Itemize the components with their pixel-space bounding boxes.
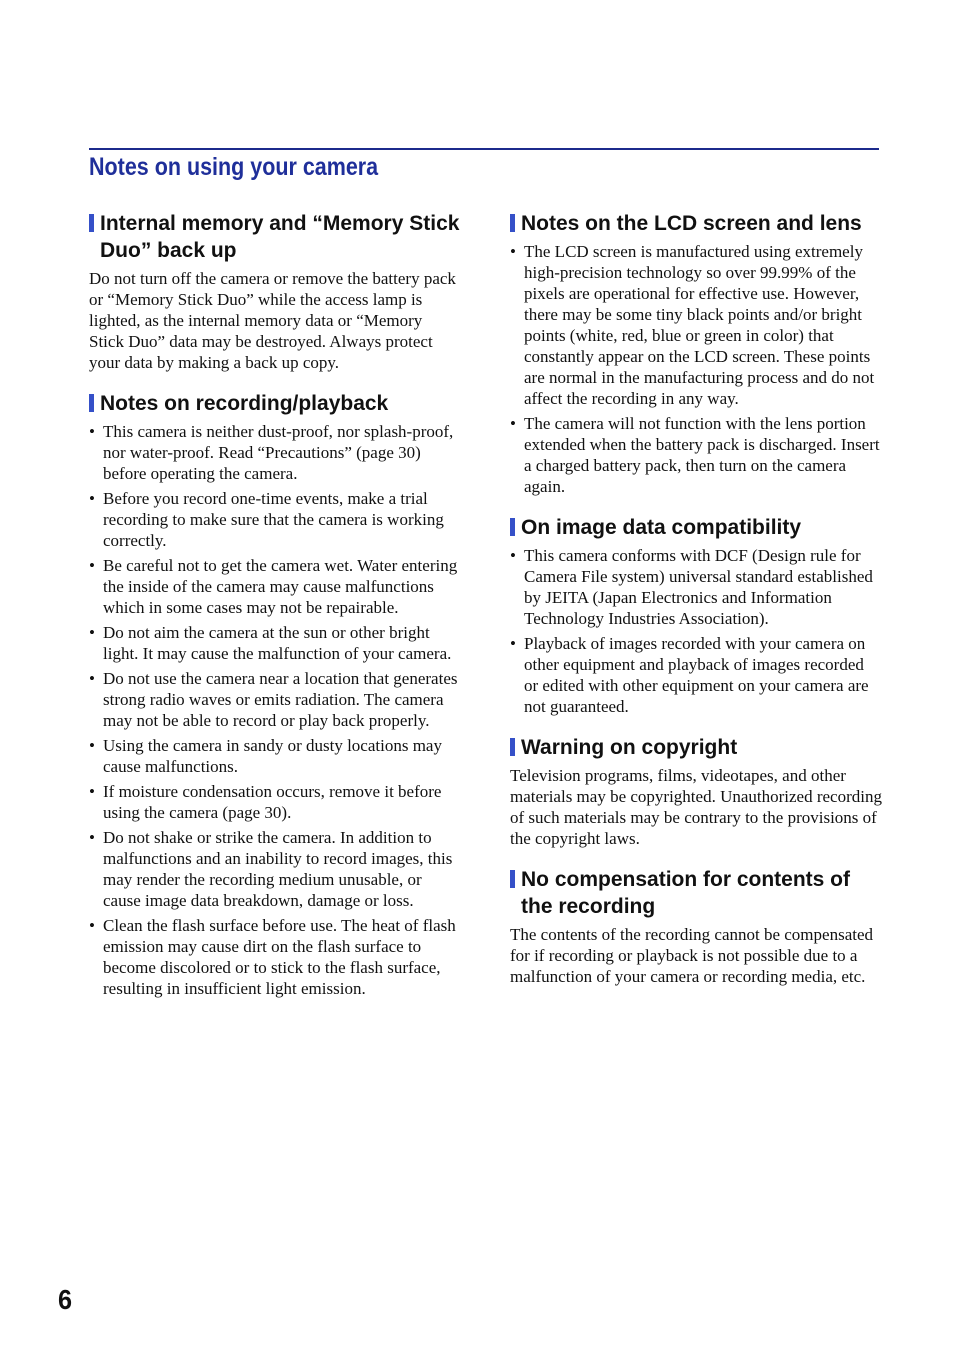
heading-bar [510,214,515,232]
list-item [510,241,882,409]
list-item-text: Do not aim the camera at the sun or other bright light. It may cause the malfunction of your camera. [103,623,452,663]
heading-bar [510,870,515,888]
heading-bar [89,214,94,232]
section-lcd-screen [510,210,882,497]
section-heading-text: Warning on copyright [521,736,738,759]
list-item-text: Using the camera in sandy or dusty locations may cause malfunctions. [103,736,442,776]
list-item-text: Clean the flash surface before use. The heat of flash emission may cause dirt on the flash surface to become discolored or to stick to the flash surface, resulting in insufficient light emission. [103,916,456,998]
bullet-mark: • [510,634,516,653]
section-paragraph: Do not turn off the camera or remove the battery pack or “Memory Stick Duo” while the access lamp is lighted, as the internal memory data or “Memory Stick Duo” data may be destroyed. Always protect your data by making a back up copy. [89,269,456,372]
bullet-mark: • [89,669,95,688]
heading-bar [510,518,515,536]
section-heading [510,734,882,761]
list-item-text: The LCD screen is manufactured using extremely high-precision technology so over 99.99% of the pixels are operational for effective use. However, there may be some tiny black points and/or bright points (white, red, blue or green in color) that constantly appear on the LCD screen. These points are normal in the manufacturing process and do not affect the recording in any way. [524,242,875,408]
list-item-text: Do not use the camera near a location that generates strong radio waves or emits radiation. The camera may not be able to record or play back properly. [103,669,458,730]
section-heading [510,210,882,237]
bullet-mark: • [89,623,95,642]
bullet-mark: • [89,916,95,935]
section-heading-text: Notes on recording/playback [100,392,389,415]
section-heading [89,390,461,417]
left-column [89,210,461,1016]
section-heading-text: Internal memory and “Memory Stick Duo” back up [100,212,460,262]
list-item [89,827,461,911]
page-number: 6 [58,1284,73,1315]
list-item-text: This camera conforms with DCF (Design rule for Camera File system) universal standard established by JEITA (Japan Electronics and Information Technology Industries Association). [524,546,873,628]
list-item [89,781,461,823]
bullet-mark: • [89,489,95,508]
bullet-list [510,545,882,717]
bullet-mark: • [510,414,516,433]
heading-bar [89,394,94,412]
bullet-mark: • [89,736,95,755]
list-item-text: Playback of images recorded with your camera on other equipment and playback of images recorded or edited with other equipment on your camera are not guaranteed. [524,634,869,716]
section-heading [510,514,882,541]
heading-bar [510,738,515,756]
list-item [89,915,461,999]
section-heading-text: Notes on the LCD screen and lens [521,212,862,235]
page-title: Notes on using your camera [89,153,379,181]
list-item [89,488,461,551]
section-heading [89,210,461,264]
bullet-mark: • [89,556,95,575]
section-image-data-compatibility [510,514,882,717]
section-heading-text: No compensation for contents of the recording [521,868,851,918]
bullet-mark: • [510,546,516,565]
section-internal-memory [89,210,461,373]
list-item-text: This camera is neither dust-proof, nor splash-proof, nor water-proof. Read “Precautions” (page 30) before operating the camera. [103,422,454,483]
list-item-text: Before you record one-time events, make a trial recording to make sure that the camera is working correctly. [103,489,444,550]
list-item [89,622,461,664]
section-no-compensation [510,866,882,987]
list-item [89,421,461,484]
list-item-text: The camera will not function with the lens portion extended when the battery pack is discharged. Insert a charged battery pack, then turn on the camera again. [524,414,880,496]
list-item [89,735,461,777]
section-copyright [510,734,882,849]
bullet-mark: • [89,828,95,847]
list-item-text: If moisture condensation occurs, remove it before using the camera (page 30). [103,782,442,822]
list-item-text: Be careful not to get the camera wet. Water entering the inside of the camera may cause malfunctions which in some cases may not be repairable. [103,556,458,617]
list-item [510,545,882,629]
bullet-list [510,241,882,497]
section-paragraph: The contents of the recording cannot be compensated for if recording or playback is not possible due to a malfunction of your camera or recording media, etc. [510,925,874,986]
section-recording-playback [89,390,461,999]
list-item [89,668,461,731]
list-item-text: Do not shake or strike the camera. In addition to malfunctions and an inability to record images, this may render the recording medium unusable, or cause image data breakdown, damage or loss. [103,828,453,910]
list-item [510,413,882,497]
list-item [89,555,461,618]
section-heading-text: On image data compatibility [521,516,802,539]
right-column [510,210,882,1004]
bullet-mark: • [89,422,95,441]
bullet-mark: • [89,782,95,801]
list-item [510,633,882,717]
section-heading [510,866,882,920]
bullet-mark: • [510,242,516,261]
section-paragraph: Television programs, films, videotapes, and other materials may be copyrighted. Unauthorized recording of such materials may be contrary to the provisions of the copyright laws. [510,766,882,848]
bullet-list [89,421,461,999]
